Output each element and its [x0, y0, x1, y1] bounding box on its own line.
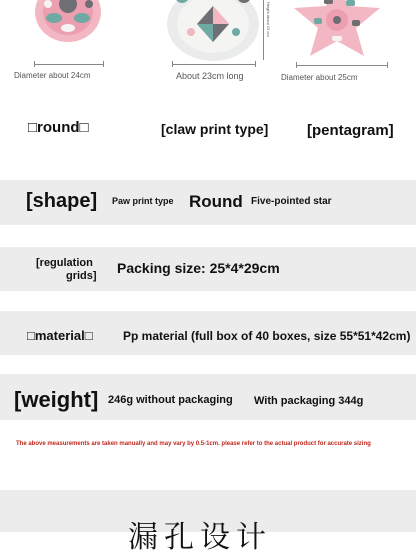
claw-puzzle-toy-image — [166, 0, 260, 64]
round-diameter-caption: Diameter about 24cm — [14, 71, 91, 80]
type-label-round: □round□ — [28, 119, 89, 136]
weight-label: [weight] — [14, 387, 99, 412]
claw-height-line — [263, 0, 264, 60]
regulation-label-line1: [regulation — [36, 257, 93, 269]
star-tick-left — [296, 62, 297, 68]
type-label-claw: [claw print type] — [161, 121, 269, 137]
claw-height-caption: Height about 23 cm — [266, 2, 271, 37]
weight-with-packaging: With packaging 344g — [254, 395, 364, 407]
star-tick-right — [387, 62, 388, 68]
packing-size-value: Packing size: 25*4*29cm — [117, 260, 280, 276]
round-tick-left — [34, 61, 35, 67]
claw-tick-right — [255, 61, 256, 67]
round-puzzle-toy-image — [34, 0, 102, 60]
leak-hole-design-title: 漏孔设计 — [128, 521, 272, 554]
round-tick-right — [103, 61, 104, 67]
material-row — [0, 311, 416, 355]
shape-label: [shape] — [26, 190, 98, 212]
regulation-label-line2: grids] — [66, 270, 97, 282]
product-photo-strip — [0, 0, 416, 108]
star-diameter-line — [296, 65, 388, 66]
claw-length-caption: About 23cm long — [176, 71, 244, 81]
shape-value-round: Round — [189, 192, 243, 211]
type-label-pentagram: [pentagram] — [307, 122, 394, 139]
bottom-section — [0, 490, 416, 554]
claw-tick-left — [172, 61, 173, 67]
shape-value-star: Five-pointed star — [251, 196, 332, 207]
material-value: Pp material (full box of 40 boxes, size 55*51*42cm) — [123, 329, 411, 343]
weight-without-packaging: 246g without packaging — [108, 394, 233, 406]
star-puzzle-toy-image — [290, 0, 384, 58]
material-label: □material□ — [27, 328, 93, 343]
round-diameter-line — [34, 64, 104, 65]
shape-value-paw: Paw print type — [112, 196, 174, 206]
regulation-row — [0, 247, 416, 291]
claw-length-line — [172, 64, 256, 65]
measurement-note: The above measurements are taken manually and may vary by 0.5-1cm. please refer to the actual product for accurate sizing — [16, 441, 371, 447]
weight-row — [0, 374, 416, 420]
star-diameter-caption: Diameter about 25cm — [281, 73, 358, 82]
shape-row — [0, 180, 416, 225]
